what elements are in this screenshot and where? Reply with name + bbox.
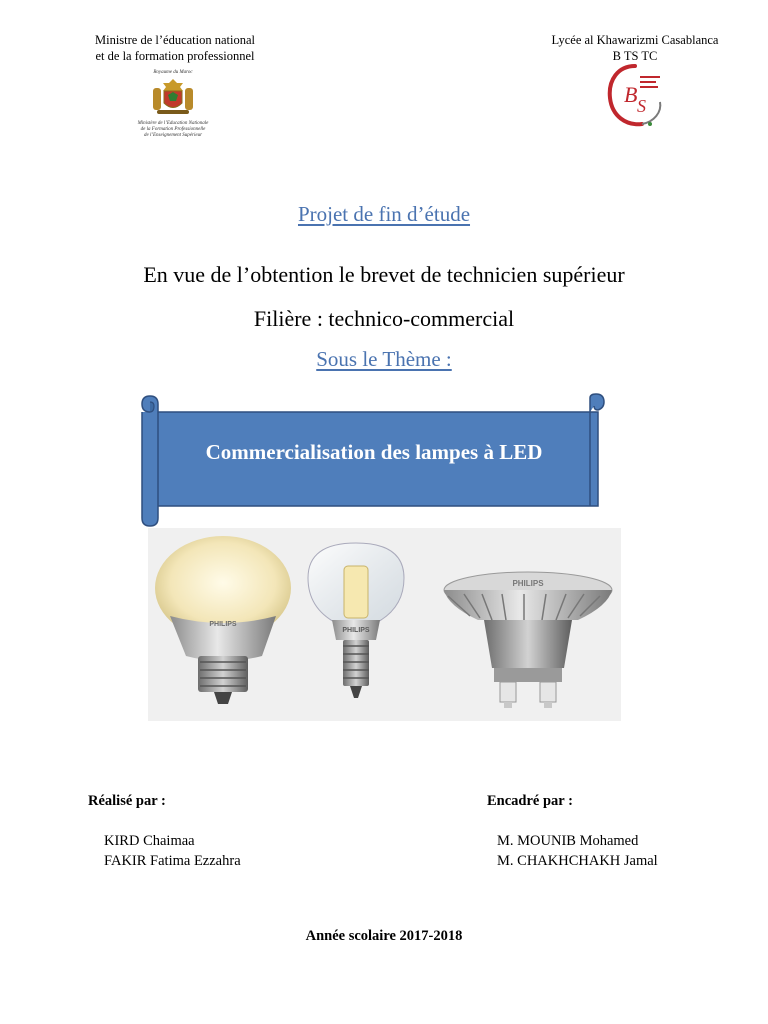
svg-text:S: S (637, 96, 646, 116)
ministry-coat-of-arms-logo (118, 70, 228, 146)
school-header-line1: Lycée al Khawarizmi Casablanca (551, 33, 719, 47)
seal-caption-formation: de la Formation Professionnelle (140, 127, 206, 132)
school-header-line2: B TS TC (612, 49, 658, 63)
svg-text:B: B (624, 82, 638, 107)
coat-of-arms-icon (145, 76, 201, 116)
school-header (520, 32, 750, 64)
seal-caption-kingdom: Royaume du Maroc (153, 70, 193, 75)
ministry-header-line2: et de la formation professionnel (95, 49, 255, 63)
led-lamps-photo (148, 528, 621, 721)
encadre-par-label: Encadré par : (487, 793, 573, 809)
supervisor-list (497, 831, 658, 871)
lamp1-brand-label: PHILIPS (209, 621, 237, 628)
supervisor-name: M. MOUNIB Mohamed (497, 833, 639, 849)
lamp2-brand-label: PHILIPS (342, 627, 370, 634)
ministry-header-line1: Ministre de l’éducation national (94, 33, 256, 47)
bts-logo-icon (604, 62, 666, 130)
student-list (104, 831, 241, 871)
theme-title: Commercialisation des lampes à LED (205, 440, 543, 464)
theme-label: Sous le Thème : (316, 347, 452, 371)
student-name: FAKIR Fatima Ezzahra (104, 853, 241, 869)
project-title: Projet de fin d’étude (297, 202, 471, 226)
seal-caption-higher-education: de l’Enseignement Supérieur (143, 133, 203, 138)
lamp3-brand-label: PHILIPS (512, 579, 544, 588)
ministry-header (60, 32, 290, 64)
school-year: Année scolaire 2017-2018 (305, 928, 463, 944)
degree-subtitle: En vue de l’obtention le brevet de technicien supérieur (143, 262, 625, 287)
supervisor-name: M. CHAKHCHAKH Jamal (497, 853, 658, 869)
field-subtitle: Filière : technico-commercial (253, 306, 515, 331)
school-bts-logo (604, 62, 666, 130)
student-name: KIRD Chaimaa (104, 833, 195, 849)
realise-par-label: Réalisé par : (88, 793, 166, 809)
seal-caption-ministry: Ministère de l’Education Nationale (137, 121, 209, 126)
